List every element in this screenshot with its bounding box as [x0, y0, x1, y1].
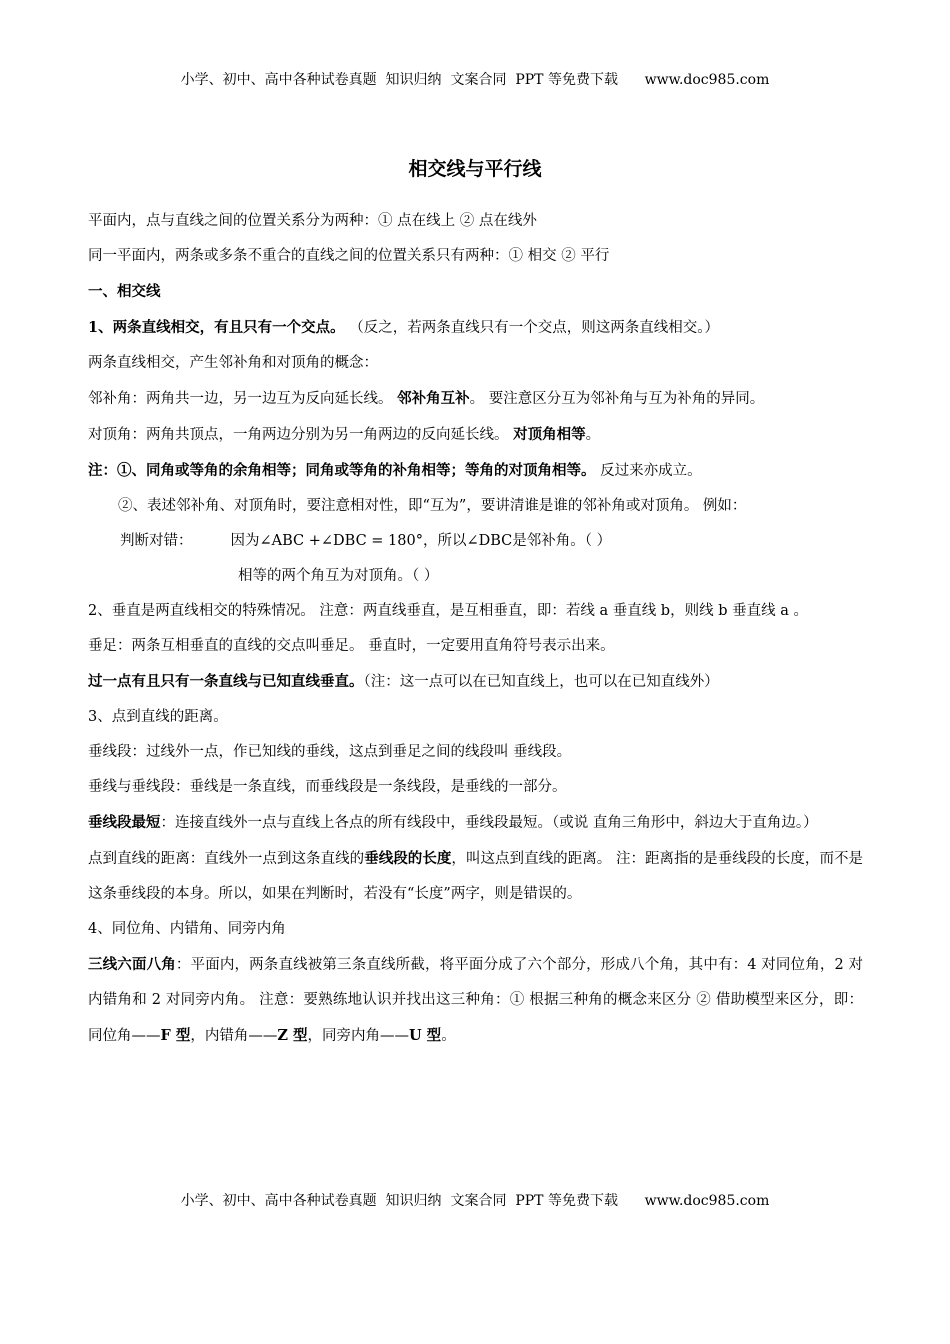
- note-2: ②、表述邻补角、对顶角时，要注意相对性，即“互为”，要讲清谁是谁的邻补角或对顶角。 例如：: [118, 498, 747, 514]
- paragraph-vertical-angles: 对顶角：两角共顶点，一角两边分别为另一角两边的反向延长线。 对顶角相等。: [88, 426, 601, 443]
- point-3-distance: 3、点到直线的距离。: [88, 709, 228, 725]
- point-1: 1、两条直线相交，有且只有一个交点。 （反之，若两条直线只有一个交点，则这两条直线相交。）: [88, 319, 719, 336]
- point-4-angles: 4、同位角、内错角、同旁内角: [88, 921, 286, 937]
- judge-line-2: 相等的两个角互为对顶角。（ ）: [238, 568, 439, 584]
- note-1: 注：①、同角或等角的余角相等；同角或等角的补角相等；等角的对顶角相等。 反过来亦成立。: [88, 462, 702, 479]
- paragraph-line-vs-segment: 垂线与垂线段：垂线是一条直线，而垂线段是一条线段，是垂线的一部分。: [88, 779, 567, 795]
- paragraph-point-line-distance: 点到直线的距离：直线外一点到这条直线的垂线段的长度，叫这点到直线的距离。 注：距离指的是垂线段的长度，而不是这条垂线段的本身。所以，如果在判断时，若没有“长度”两字，则是错误的。: [88, 850, 864, 902]
- page-footer: 小学、初中、高中各种试卷真题 知识归纳 文案合同 PPT 等免费下载 www.doc985.com: [180, 1193, 770, 1209]
- paragraph-unique-perpendicular: 过一点有且只有一条直线与已知直线垂直。（注：这一点可以在已知直线上，也可以在已知直线外）: [88, 673, 719, 690]
- paragraph-perpendicular-segment: 垂线段：过线外一点，作已知线的垂线，这点到垂足之间的线段叫 垂线段。: [88, 744, 572, 760]
- section-heading-intersecting-lines: 一、相交线: [88, 283, 161, 300]
- paragraph-concepts: 两条直线相交，产生邻补角和对顶角的概念：: [88, 355, 378, 371]
- intro-line-1: 平面内，点与直线之间的位置关系分为两种：① 点在线上 ② 点在线外: [88, 213, 537, 229]
- judge-line-1: 判断对错： 因为∠ABC +∠DBC = 180°，所以∠DBC是邻补角。（ ）: [120, 533, 612, 549]
- paragraph-foot-of-perpendicular: 垂足：两条互相垂直的直线的交点叫垂足。 垂直时，一定要用直角符号表示出来。: [88, 638, 615, 654]
- point-2-perpendicular: 2、垂直是两直线相交的特殊情况。 注意：两直线垂直，是互相垂直，即：若线 a 垂直线 b，则线 b 垂直线 a 。: [88, 603, 808, 619]
- page-title: 相交线与平行线: [408, 158, 542, 180]
- document-body: [88, 204, 863, 1054]
- intro-line-2: 同一平面内，两条或多条不重合的直线之间的位置关系只有两种：① 相交 ② 平行: [88, 248, 610, 264]
- paragraph-adjacent-angles: 邻补角：两角共一边，另一边互为反向延长线。 邻补角互补。 要注意区分互为邻补角与互为补角的异同。: [88, 390, 765, 407]
- page-header: 小学、初中、高中各种试卷真题 知识归纳 文案合同 PPT 等免费下载 www.doc985.com: [180, 72, 770, 88]
- paragraph-three-lines-eight-angles: 三线六面八角：平面内，两条直线被第三条直线所截，将平面分成了六个部分，形成八个角，其中有：4 对同位角，2 对内错角和 2 对同旁内角。 注意：要熟练地认识并找出这三种角：① 根据三种角的概念来区分 ② 借助模型来区分，即：同位角——F 型，内错角——Z 型，同旁内角——U 型。: [88, 956, 863, 1044]
- paragraph-shortest-segment: 垂线段最短：连接直线外一点与直线上各点的所有线段中，垂线段最短。（或说 直角三角形中，斜边大于直角边。）: [88, 814, 818, 831]
